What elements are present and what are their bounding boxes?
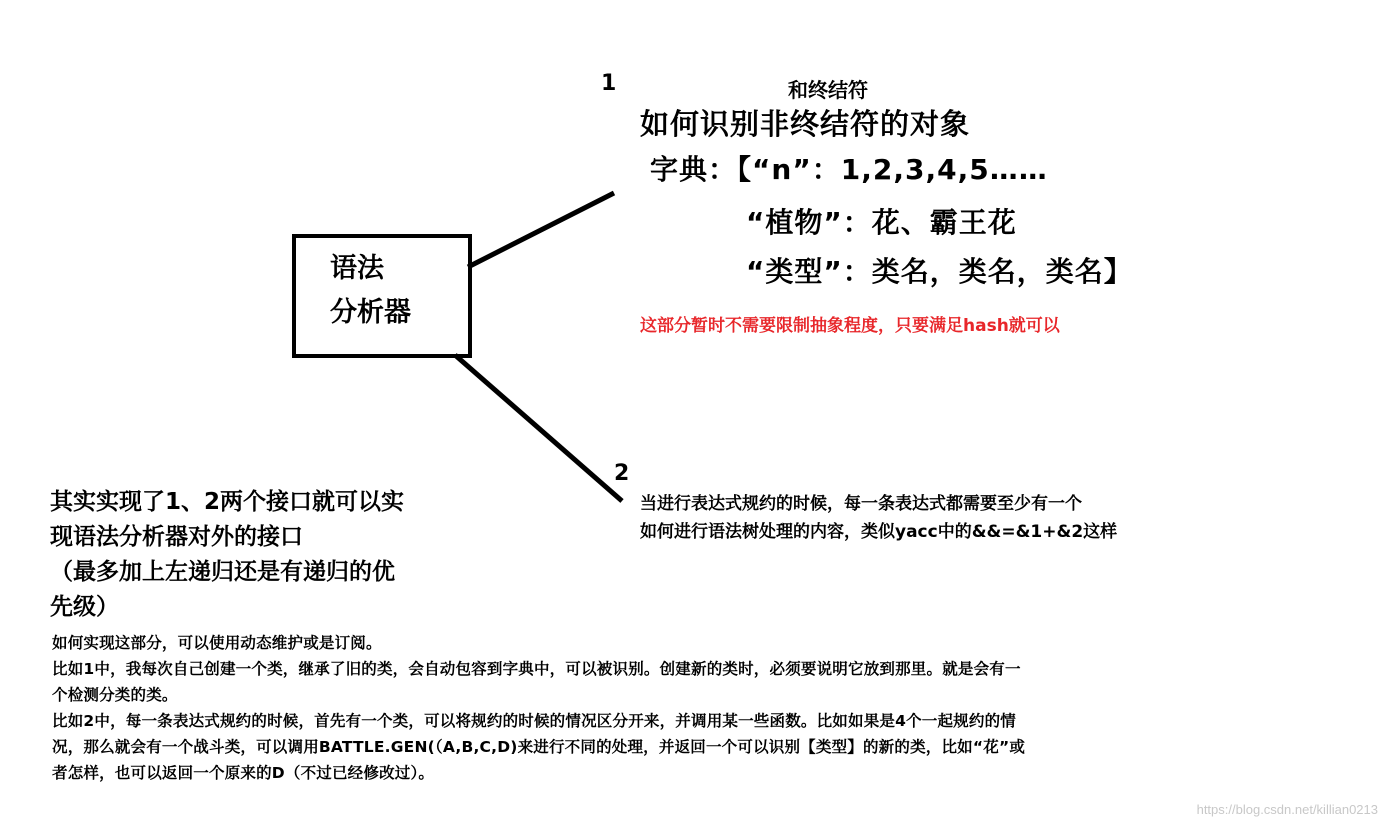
box-label-line-2: 分析器 bbox=[330, 297, 411, 328]
dict-line-1: 字典：【“n”：1,2,3,4,5…… bbox=[650, 153, 1048, 186]
dict-line-2: “植物”：花、霸王花 bbox=[746, 206, 1017, 239]
box-label-line-1: 语法 bbox=[330, 253, 384, 284]
left-note-line-1: 其实实现了1、2两个接口就可以实 bbox=[50, 489, 405, 515]
bottom-text-line-2: 比如1中，我每次自己创建一个类，继承了旧的类，会自动包容到字典中，可以被识别。创建新的类时，必须要说明它放到那里。就是会有一 bbox=[52, 660, 1021, 678]
bottom-text-line-4: 比如2中，每一条表达式规约的时候，首先有一个类，可以将规约的时候的情况区分开来，并调用某一些函数。比如如果是4个一起规约的情 bbox=[52, 712, 1016, 730]
hash-note: 这部分暂时不需要限制抽象程度，只要满足hash就可以 bbox=[640, 316, 1060, 336]
left-note-line-4: 先级） bbox=[50, 594, 119, 620]
branch-2-line-1: 当进行表达式规约的时候，每一条表达式都需要至少有一个 bbox=[640, 494, 1082, 514]
branch-1-heading-insert: 和终结符 bbox=[788, 78, 868, 102]
dict-line-3: “类型”：类名，类名，类名】 bbox=[746, 255, 1133, 288]
bottom-text-line-5: 况，那么就会有一个战斗类，可以调用BATTLE.GEN(（A,B,C,D)来进行不同的处理，并返回一个可以识别【类型】的新的类，比如“花”或 bbox=[52, 738, 1026, 756]
connector-line-1 bbox=[468, 193, 614, 267]
bottom-text-line-6: 者怎样，也可以返回一个原来的D（不过已经修改过）。 bbox=[52, 764, 435, 782]
watermark: https://blog.csdn.net/killian0213 bbox=[1196, 802, 1378, 817]
bottom-text-line-3: 个检测分类的类。 bbox=[52, 686, 178, 704]
left-note-line-3: （最多加上左递归还是有递归的优 bbox=[50, 559, 395, 585]
left-note-line-2: 现语法分析器对外的接口 bbox=[50, 524, 303, 550]
branch-2-number: 2 bbox=[614, 461, 630, 486]
branch-1-number: 1 bbox=[601, 71, 617, 96]
bottom-text-line-1: 如何实现这部分，可以使用动态维护或是订阅。 bbox=[52, 634, 382, 652]
connector-line-2 bbox=[455, 355, 622, 501]
branch-2-line-2: 如何进行语法树处理的内容，类似yacc中的&&=&1+&2这样 bbox=[640, 522, 1118, 542]
branch-1-heading: 如何识别非终结符的对象 bbox=[640, 107, 971, 141]
